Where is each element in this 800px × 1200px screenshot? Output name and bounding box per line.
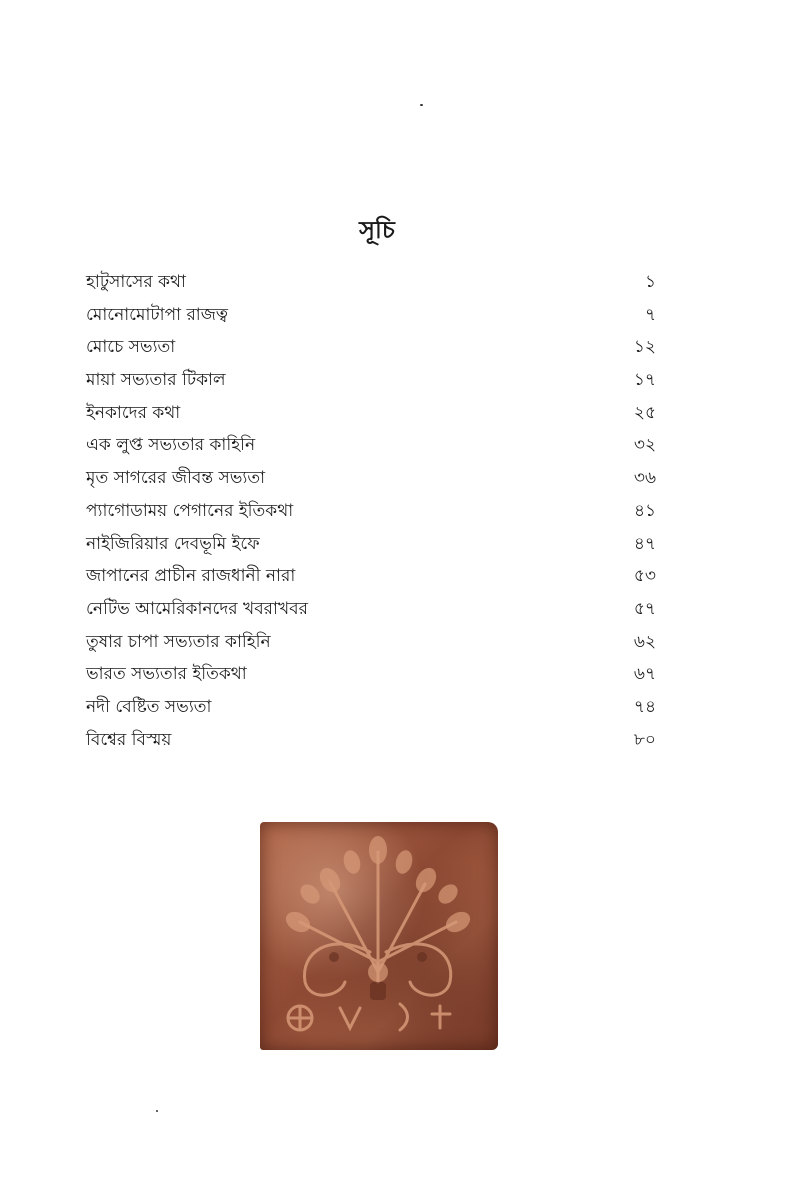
ink-speck — [156, 1110, 158, 1112]
toc-entry — [86, 331, 656, 364]
toc-entry-page-number: ১৭ — [633, 370, 656, 391]
toc-entry-page-number: ৬৭ — [633, 664, 656, 685]
toc-entry-title: নেটিভ আমেরিকানদের খবরাখবর — [86, 598, 308, 619]
toc-entry — [86, 364, 656, 397]
toc-entry-page-number: ৫৭ — [633, 598, 656, 619]
toc-entry-title: জাপানের প্রাচীন রাজধানী নারা — [86, 566, 296, 587]
toc-entry-title: মোনোমোটাপা রাজত্ব — [86, 304, 229, 325]
toc-entry-title: ইনকাদের কথা — [86, 402, 181, 423]
toc-entry — [86, 429, 656, 462]
carved-seal-plate-image — [260, 822, 498, 1050]
toc-entry-title: প্যাগোডাময় পেগানের ইতিকথা — [86, 500, 294, 521]
toc-entry — [86, 691, 656, 724]
toc-entry-title: নদী বেষ্টিত সভ্যতা — [86, 696, 212, 717]
toc-entry-title: হাটুসাসের কথা — [86, 272, 186, 292]
ink-speck — [420, 104, 423, 106]
toc-entry-title: ভারত সভ্যতার ইতিকথা — [86, 664, 247, 685]
toc-entry-page-number: ৩২ — [633, 435, 656, 456]
toc-entry — [86, 626, 656, 659]
toc-entry — [86, 560, 656, 593]
toc-entry — [86, 658, 656, 691]
toc-entry-page-number: ১২ — [633, 337, 656, 358]
toc-entry-page-number: ১ — [644, 272, 656, 292]
toc-entry — [86, 299, 656, 332]
toc-entry-title: মোচে সভ্যতা — [86, 337, 176, 358]
toc-entry — [86, 593, 656, 626]
toc-entry-page-number: ৭ — [644, 304, 656, 325]
toc-entry — [86, 266, 656, 299]
toc-entry-page-number: ৭৪ — [633, 696, 656, 717]
toc-entry — [86, 528, 656, 561]
toc-entry-title: তুষার চাপা সভ্যতার কাহিনি — [86, 631, 271, 652]
toc-entry-title: মায়া সভ্যতার টিকাল — [86, 370, 226, 391]
toc-entry-title: বিশ্বের বিস্ময় — [86, 729, 172, 750]
toc-entry-page-number: ৮০ — [633, 729, 656, 750]
seal-relief-drawing — [260, 822, 498, 1050]
toc-entry-title: মৃত সাগরের জীবন্ত সভ্যতা — [86, 468, 266, 489]
toc-entry — [86, 724, 656, 757]
toc-entry-page-number: ৪১ — [633, 500, 656, 521]
toc-entry — [86, 495, 656, 528]
toc-entry-page-number: ৩৬ — [633, 468, 656, 489]
toc-entry-page-number: ৬২ — [633, 631, 656, 652]
page-title: সূচি — [359, 216, 395, 245]
toc-entry-title: নাইজিরিয়ার দেবভূমি ইফে — [86, 533, 260, 554]
toc-entry-page-number: ২৫ — [633, 402, 656, 423]
table-of-contents — [86, 266, 656, 756]
toc-entry — [86, 462, 656, 495]
toc-entry-page-number: ৫৩ — [633, 566, 656, 587]
toc-entry — [86, 397, 656, 430]
toc-entry-title: এক লুপ্ত সভ্যতার কাহিনি — [86, 435, 256, 456]
toc-entry-page-number: ৪৭ — [633, 533, 656, 554]
